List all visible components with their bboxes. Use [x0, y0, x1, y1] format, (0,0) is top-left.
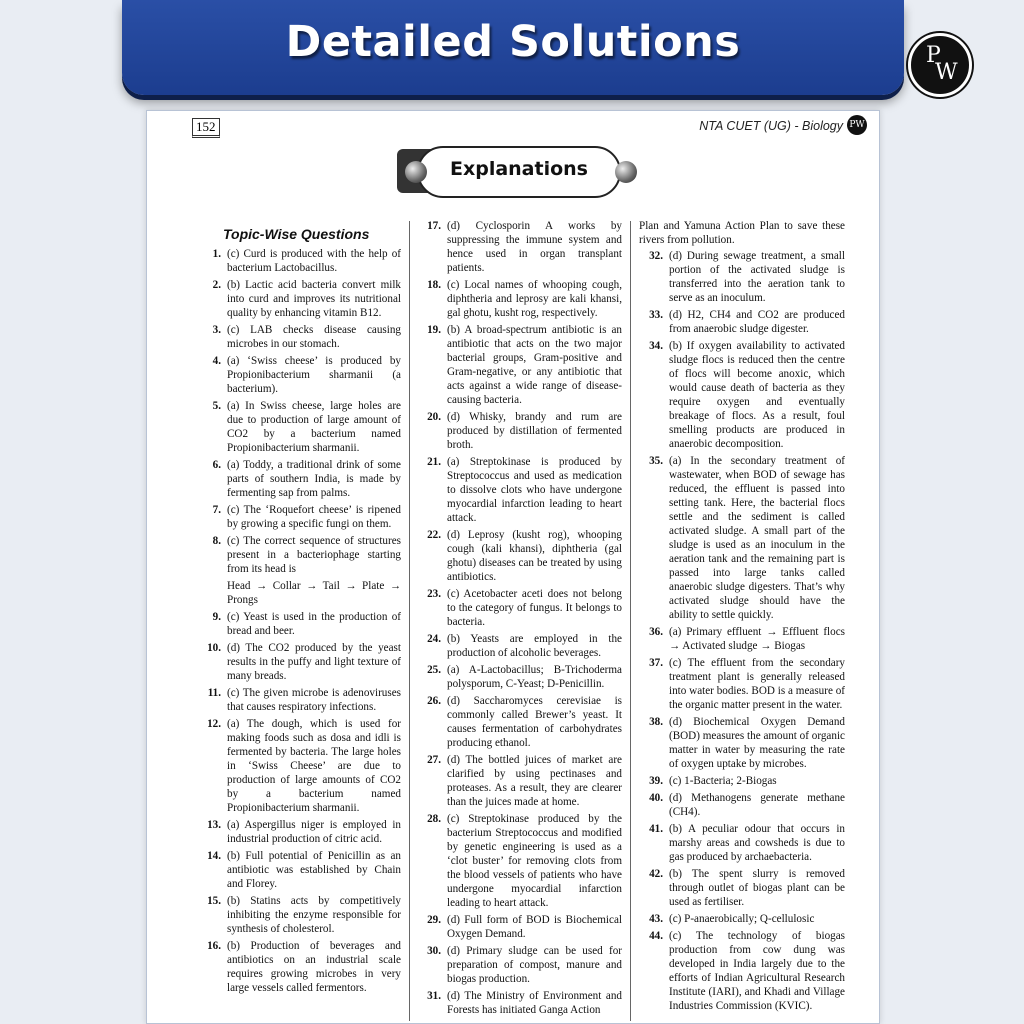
answer-text: (d) Leprosy (kusht rog), whooping cough (kali khansi), diphtheria (gal ghotu) diseases can be treated by using antibiotics. [447, 529, 622, 583]
answer-number: 43. [649, 913, 663, 925]
answer-text: (d) Biochemical Oxygen Demand (BOD) measures the amount of organic matter in water by measuring the rate of oxygen uptake by microbes. [669, 716, 845, 770]
answer-number: 17. [427, 220, 441, 232]
answer-number: 3. [212, 324, 221, 336]
answer-item [639, 867, 845, 909]
answer-text: (d) The bottled juices of market are clarified by using pectinases and proteases. As a result, they are clearer than the juices made at home. [447, 754, 622, 808]
answer-item [639, 774, 845, 788]
answer-text: (d) Full form of BOD is Biochemical Oxygen Demand. [447, 914, 622, 940]
answer-text: (d) Saccharomyces cerevisiae is commonly called Brewer’s yeast. It causes fermentation of carbohydrates producing ethanol. [447, 695, 622, 749]
answer-item [197, 818, 401, 846]
answer-number: 20. [427, 411, 441, 423]
answer-number: 34. [649, 340, 663, 352]
answer-item [639, 454, 845, 622]
answer-text: (a) In Swiss cheese, large holes are due to production of large amount of CO2 by a bacterium named Propionibacterium sharmanii. [227, 400, 401, 454]
answer-item [197, 458, 401, 500]
answer-item [417, 694, 622, 750]
answer-text: (d) Methanogens generate methane (CH4). [669, 792, 845, 818]
explanations-title: Explanations [449, 158, 588, 180]
answer-item [417, 632, 622, 660]
answer-number: 25. [427, 664, 441, 676]
answer-number: 6. [212, 459, 221, 471]
answer-text: (d) Whisky, brandy and rum are produced by distillation of fermented broth. [447, 411, 622, 451]
answer-text: (b) Full potential of Penicillin as an antibiotic was established by Chain and Florey. [227, 850, 401, 890]
answer-text: (d) During sewage treatment, a small portion of the activated sludge is transferred into the aeration tank to serve as an inoculum. [669, 250, 845, 304]
column-1 [197, 219, 401, 998]
answer-number: 5. [212, 400, 221, 412]
column-3 [639, 219, 845, 1016]
answer-item [417, 663, 622, 691]
answer-text: (a) Streptokinase is produced by Streptococcus and used as medication to dissolve clots who have undergone myocardial infarction leading to heart attack. [447, 456, 622, 524]
answer-text: (a) Aspergillus niger is employed in industrial production of citric acid. [227, 819, 401, 845]
pw-logo-w: W [935, 60, 958, 85]
answer-text: (b) The spent slurry is removed through outlet of biogas plant can be used as fertiliser. [669, 868, 845, 908]
answer-number: 1. [212, 248, 221, 260]
answer-item [197, 247, 401, 275]
answer-text: (c) The technology of biogas production from cow dung was developed in India largely due to the efforts of Indian Agricultural Research Institute (IARI), and Khadi and Village Industries Commission (KVIC). [669, 930, 845, 1012]
page-number: 152 [192, 118, 220, 138]
answer-text: (c) The ‘Roquefort cheese’ is ripened by growing a specific fungi on them. [227, 504, 401, 530]
pw-logo-p: P [926, 43, 941, 68]
answer-number: 36. [649, 626, 663, 638]
answer-text: (c) The correct sequence of structures present in a bacteriophage starting from its head is [227, 535, 401, 575]
answer-item [197, 641, 401, 683]
answer-item [639, 929, 845, 1013]
answer-item [197, 579, 401, 607]
column-divider [630, 221, 631, 1021]
answer-item [417, 913, 622, 941]
answer-item [417, 219, 622, 275]
answer-item [197, 354, 401, 396]
answer-text: (c) The effluent from the secondary treatment plant is generally released into water bodies. BOD is a measure of the organic matter present in the water. [669, 657, 845, 711]
answer-text: (a) In the secondary treatment of wastewater, when BOD of sewage has reduced, the effluent is passed into setting tank. Here, the bacterial flocs settle and the sediment is called activated sludge. A small part of the sludge is used as an inoculum in the aeration tank and the remaining part is passed into large tanks called anaerobic sludge digesters. That’s why activated sludge should have the ability to settle quickly. [669, 455, 845, 621]
answer-text: (a) Toddy, a traditional drink of some parts of southern India, is made by fermenting sap from palms. [227, 459, 401, 499]
answer-text: Head → Collar → Tail → Plate → Prongs [227, 580, 401, 606]
answer-item [417, 278, 622, 320]
answer-item [417, 410, 622, 452]
title-banner [122, 0, 904, 95]
answer-number [197, 579, 227, 607]
answer-item [417, 587, 622, 629]
answer-number: 16. [207, 940, 221, 952]
answer-number: 31. [427, 990, 441, 1002]
answer-item [639, 339, 845, 451]
answer-number: 4. [212, 355, 221, 367]
answer-text: (c) P-anaerobically; Q-cellulosic [669, 913, 815, 925]
answer-text: (a) ‘Swiss cheese’ is produced by Propionibacterium sharmanii (a bacterium). [227, 355, 401, 395]
answer-item [417, 812, 622, 910]
answer-text: (b) Statins acts by competitively inhibiting the enzyme responsible for synthesis of cholesterol. [227, 895, 401, 935]
answer-number: 28. [427, 813, 441, 825]
explanations-heading-box [397, 145, 637, 197]
answer-item [639, 249, 845, 305]
answer-item [417, 323, 622, 407]
answer-text: (c) Acetobacter aceti does not belong to the category of fungus. It belongs to bacteria. [447, 588, 622, 628]
answer-text: (b) If oxygen availability to activated sludge flocs is reduced then the centre of flocs will become anoxic, which would cause death of bacteria as they require oxygen and eventually breakage of flocs. As a result, foul smelling products are produced in anaerobic decomposition. [669, 340, 845, 450]
answer-text: (c) LAB checks disease causing microbes in our stomach. [227, 324, 401, 350]
answer-number: 13. [207, 819, 221, 831]
answer-item [639, 791, 845, 819]
header-logo: PW [847, 115, 867, 135]
answer-item [417, 989, 622, 1017]
answer-number: 11. [207, 687, 221, 699]
answer-number: 41. [649, 823, 663, 835]
answer-number: 44. [649, 930, 663, 942]
answer-item [197, 939, 401, 995]
answer-number: 15. [207, 895, 221, 907]
answer-item [639, 822, 845, 864]
answer-number: 2. [212, 279, 221, 291]
answer-item [197, 717, 401, 815]
answer-number: 30. [427, 945, 441, 957]
answer-text: (c) 1-Bacteria; 2-Biogas [669, 775, 777, 787]
section-title: Topic-Wise Questions [223, 226, 370, 242]
column-divider [409, 221, 410, 1021]
continued-text: Plan and Yamuna Action Plan to save these rivers from pollution. [639, 220, 845, 246]
column-2 [417, 219, 622, 1020]
answer-number: 40. [649, 792, 663, 804]
answer-item [197, 894, 401, 936]
answer-number: 9. [212, 611, 221, 623]
answer-item [639, 656, 845, 712]
answer-text: (c) Streptokinase produced by the bacterium Streptococcus and modified by genetic engineering is used as a ‘clot buster’ for removing clots from the blood vessels of patients who have undergone myocardial infarction leading to heart attack. [447, 813, 622, 909]
answer-text: (d) Cyclosporin A works by suppressing the immune system and hence used in organ transplant patients. [447, 220, 622, 274]
answer-item [417, 455, 622, 525]
answer-number: 24. [427, 633, 441, 645]
answer-number: 39. [649, 775, 663, 787]
answer-number: 19. [427, 324, 441, 336]
answer-item [639, 715, 845, 771]
running-header: NTA CUET (UG) - Biology [699, 119, 843, 133]
answer-item [417, 944, 622, 986]
answer-text: (a) Primary effluent → Effluent flocs → Activated sludge → Biogas [669, 626, 845, 652]
answer-number: 14. [207, 850, 221, 862]
answer-item [197, 399, 401, 455]
answer-text: (b) Lactic acid bacteria convert milk into curd and improves its nutritional quality by enhancing vitamin B12. [227, 279, 401, 319]
answer-number: 18. [427, 279, 441, 291]
answer-number: 37. [649, 657, 663, 669]
answer-text: (b) Yeasts are employed in the production of alcoholic beverages. [447, 633, 622, 659]
answer-number: 12. [207, 718, 221, 730]
answer-number: 35. [649, 455, 663, 467]
answer-item [197, 849, 401, 891]
answer-number: 10. [207, 642, 221, 654]
answer-item [197, 323, 401, 351]
answer-text: (a) A-Lactobacillus; B-Trichoderma polysporum, C-Yeast; D-Penicillin. [447, 664, 622, 690]
answer-text: (d) The CO2 produced by the yeast results in the puffy and light texture of many breads. [227, 642, 401, 682]
book-page [146, 110, 880, 1024]
answer-item [639, 308, 845, 336]
pw-logo [908, 33, 972, 97]
answer-item [417, 528, 622, 584]
answer-number: 29. [427, 914, 441, 926]
answer-item [197, 686, 401, 714]
answer-number: 33. [649, 309, 663, 321]
answer-number: 38. [649, 716, 663, 728]
answer-text: (b) A broad-spectrum antibiotic is an antibiotic that acts on the two major bacterial groups, Gram-positive and Gram-negative, or any antibiotic that acts against a wide range of disease-causing bacteria. [447, 324, 622, 406]
answer-item [197, 610, 401, 638]
answer-number: 22. [427, 529, 441, 541]
answer-text: (b) A peculiar odour that occurs in marshy areas and cowsheds is due to gas produced by archaebacteria. [669, 823, 845, 863]
answer-number: 27. [427, 754, 441, 766]
answer-number: 26. [427, 695, 441, 707]
answer-text: (d) The Ministry of Environment and Forests has initiated Ganga Action [447, 990, 622, 1016]
answer-item [639, 912, 845, 926]
answer-number: 8. [212, 535, 221, 547]
answer-item [639, 625, 845, 653]
answer-text: (c) Local names of whooping cough, diphtheria and leprosy are kali khansi, gal ghotu, kusht rog, respectively. [447, 279, 622, 319]
answer-item [197, 534, 401, 576]
answer-number: 32. [649, 250, 663, 262]
answer-text: (d) Primary sludge can be used for preparation of compost, manure and biogas production. [447, 945, 622, 985]
answer-number: 21. [427, 456, 441, 468]
answer-text: (d) H2, CH4 and CO2 are produced from anaerobic sludge digester. [669, 309, 845, 335]
answer-number: 23. [427, 588, 441, 600]
answer-text: (c) Yeast is used in the production of bread and beer. [227, 611, 401, 637]
answer-text: (c) Curd is produced with the help of bacterium Lactobacillus. [227, 248, 401, 274]
answer-text: (b) Production of beverages and antibiotics on an industrial scale requires growing microbes in very large vessels called fermentors. [227, 940, 401, 994]
answer-item [417, 753, 622, 809]
answer-text: (a) The dough, which is used for making foods such as dosa and idli is fermented by bacteria. The large holes in ‘Swiss Cheese’ are due to production of large amounts of CO2 by a bacterium named Propionibacterium sharmanii. [227, 718, 401, 814]
answer-number: 42. [649, 868, 663, 880]
answer-text: (c) The given microbe is adenoviruses that causes respiratory infections. [227, 687, 401, 713]
banner-title: Detailed Solutions [285, 17, 741, 67]
answer-item [197, 503, 401, 531]
answer-number: 7. [212, 504, 221, 516]
answer-item [197, 278, 401, 320]
